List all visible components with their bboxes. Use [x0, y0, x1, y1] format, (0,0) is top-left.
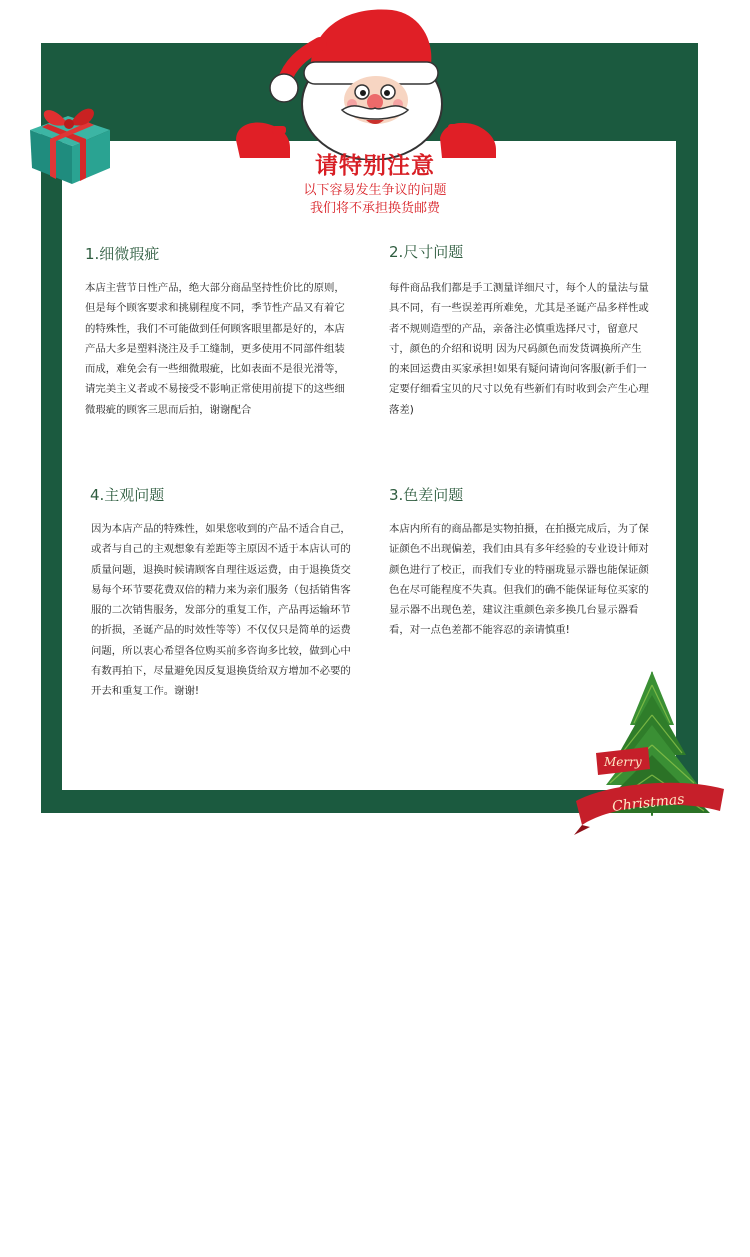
ribbon-christmas-text: Christmas	[611, 791, 686, 815]
christmas-tree-icon	[570, 665, 735, 840]
section-title-flaws: 1.细微瑕疵	[85, 245, 160, 263]
section-body-flaws: 本店主营节日性产品，绝大部分商品坚持性价比的原则，但是每个顾客要求和挑剔程度不同，季节性产品又有着它的特殊性，我们不可能做到任何顾客眼里都是好的，本店产品大多是塑料浇注及手工缝制，更多使用不同部件组装而成，难免会有一些细微瑕疵，比如表面不是很光滑等，请完美主义者或不易接受不影响正常使用前提下的这些细微瑕疵的顾客三思而后拍，谢谢配合	[85, 282, 345, 416]
section-body-size: 每件商品我们都是手工测量详细尺寸，每个人的量法与量具不同，有一些误差再所难免，尤其是圣诞产品多样性或者不规则造型的产品，亲备注必慎重选择尺寸，留意尺寸，颜色的介绍和说明 因为尺码颜色而发货调换所产生的来回运费由买家承担!如果有疑问请询问客服(新手们一定要仔细看宝贝的尺寸以免有些新们有时收到会产生心理落差)	[389, 282, 649, 416]
notice-subtitle-1: 以下容易发生争议的问题	[303, 183, 447, 198]
section-body-subjective: 因为本店产品的特殊性，如果您收到的产品不适合自己，或者与自己的主观想象有差距等主原因不适于本店认可的质量问题，退换时候请顾客自理往返运费，由于退换货交易每个环节要花费双倍的精力来为亲们服务（包括销售客服的二次销售服务，发部分的重复工作，产品再运输环节的折损，圣诞产品的时效性等等）不仅仅只是简单的运费问题，所以衷心希望各位购买前多咨询多比较，做到心中有数再拍下，尽量避免因反复退换货给双方增加不必要的开去和重复工作。谢谢!	[91, 523, 351, 698]
section-title-color: 3.色差问题	[389, 486, 464, 504]
section-body-color: 本店内所有的商品都是实物拍摄，在拍摄完成后，为了保证颜色不出现偏差，我们由具有多年经验的专业设计师对颜色进行了校正，而我们专业的特丽珑显示器也能保证颜色在尽可能程度不失真。但我们的确不能保证每位买家的显示器不出现色差，建议注重颜色亲多换几台显示器看看，对一点色差都不能容忍的亲请慎重!	[389, 523, 649, 637]
ribbon-merry-text: Merry	[604, 755, 642, 769]
santa-icon	[232, 4, 504, 160]
notice-title: 请特别注意	[315, 153, 435, 179]
notice-subtitle-2: 我们将不承担换货邮费	[309, 201, 440, 216]
section-title-size: 2.尺寸问题	[389, 243, 464, 261]
section-title-subjective: 4.主观问题	[90, 486, 165, 504]
